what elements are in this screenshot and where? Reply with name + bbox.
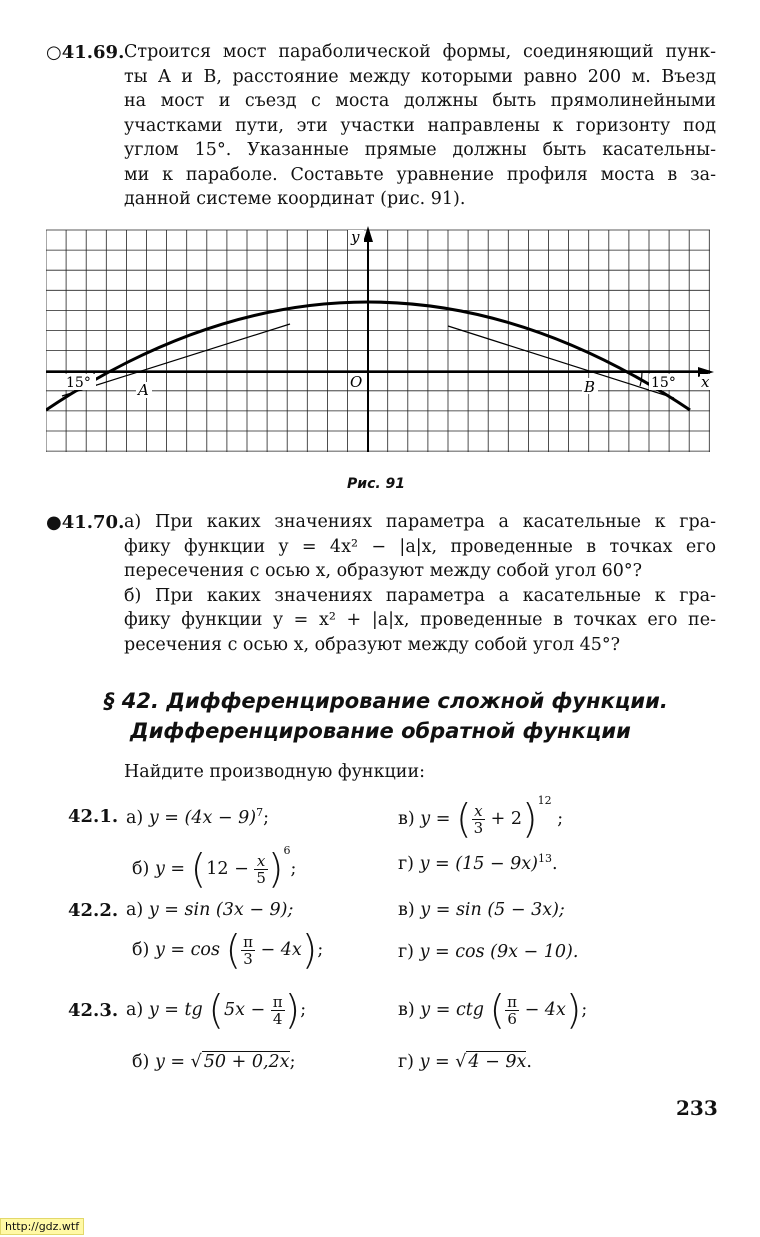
- angle-label-left: 15°: [66, 375, 91, 391]
- watermark-link[interactable]: http://gdz.wtf: [0, 1218, 84, 1235]
- exercise-item: в) y = ( $\frac{x}{3}$ + 2)$^{12}$ ;: [398, 794, 564, 843]
- problem-number: ●41.70.: [46, 512, 125, 533]
- exercise-item: а) $y = (4x - 9)^7$;: [126, 806, 270, 828]
- exercise-item: г) $y = (15 - 9x)^{13}$.: [398, 852, 558, 874]
- point-a-label: A: [138, 381, 149, 399]
- text-line: на мост и съезд с моста должны быть прямолинейными: [124, 91, 716, 111]
- text-line: участками пути, эти участки направлены к горизонту под: [124, 115, 716, 136]
- problem-text: [124, 510, 716, 657]
- exercise-item: а) y = sin (3x − 9);: [126, 900, 294, 920]
- figure-caption: Рис. 91: [347, 476, 406, 492]
- exercise-item: б) y = (12 − $\frac{x}{5}$ )$^6$;: [132, 844, 297, 893]
- text-line: ресечения с осью x, образуют между собой угол 45°?: [124, 634, 621, 655]
- text-line: фику функции y = x² + |a|x, проведенные в точках его пе-: [124, 610, 716, 630]
- text-line: ми к параболе. Составьте уравнение профиля моста в за-: [124, 164, 716, 185]
- exercise-number: 42.2.: [68, 900, 119, 921]
- exercise-item: г) y = √ 4 − 9x.: [398, 1052, 532, 1072]
- page-number: 233: [676, 1096, 718, 1120]
- point-b-label: B: [584, 378, 596, 396]
- exercise-item: г) y = cos (9x − 10).: [398, 942, 579, 962]
- tangent-right: [448, 326, 674, 398]
- section-heading: § 42. Дифференцирование сложной функции.: [104, 689, 668, 713]
- x-axis-label: x: [701, 373, 710, 391]
- sqrt-sign: √: [190, 1052, 202, 1072]
- text-line: данной системе координат (рис. 91).: [124, 189, 466, 209]
- sqrt-sign: √: [455, 1052, 467, 1072]
- y-axis-label: y: [351, 228, 360, 246]
- origin-label: O: [350, 373, 363, 391]
- angle-label-right: 15°: [651, 375, 676, 391]
- y-axis-arrow: [363, 226, 373, 242]
- exercise-item: в) y = sin (5 − 3x);: [398, 900, 565, 920]
- section-heading: Дифференцирование обратной функции: [130, 719, 631, 743]
- text-line: б) При каких значениях параметра a касательные к гра-: [124, 585, 716, 606]
- text-line: Строится мост параболической формы, соединяющий пунк-: [124, 42, 716, 62]
- exercise-item: в) y = ctg ( $\frac{\pi}{6}$ − 4x);: [398, 987, 588, 1034]
- text-line: фику функции y = 4x² − |a|x, проведенные в точках его: [124, 536, 716, 557]
- text-line: пересечения с осью x, образуют между собой угол 60°?: [124, 561, 643, 581]
- text-line: углом 15°. Указанные прямые должны быть касательны-: [124, 140, 716, 160]
- problem-number: ○41.69.: [46, 42, 125, 63]
- exercise-item: а) y = tg (5x − $\frac{\pi}{4}$ );: [126, 987, 307, 1034]
- text-line: ты A и B, расстояние между которыми равно 200 м. Въезд: [124, 66, 716, 87]
- figure-91: [46, 226, 714, 456]
- text-line: а) При каких значениях параметра a касательные к гра-: [124, 512, 716, 532]
- instruction: Найдите производную функции:: [124, 762, 426, 782]
- exercise-item: б) y = √ 50 + 0,2x;: [132, 1052, 296, 1072]
- exercise-item: б) y = cos ( $\frac{\pi}{3}$ − 4x);: [132, 927, 324, 974]
- exercise-number: 42.1.: [68, 806, 119, 827]
- exercise-number: 42.3.: [68, 1000, 119, 1021]
- problem-text: [124, 40, 716, 212]
